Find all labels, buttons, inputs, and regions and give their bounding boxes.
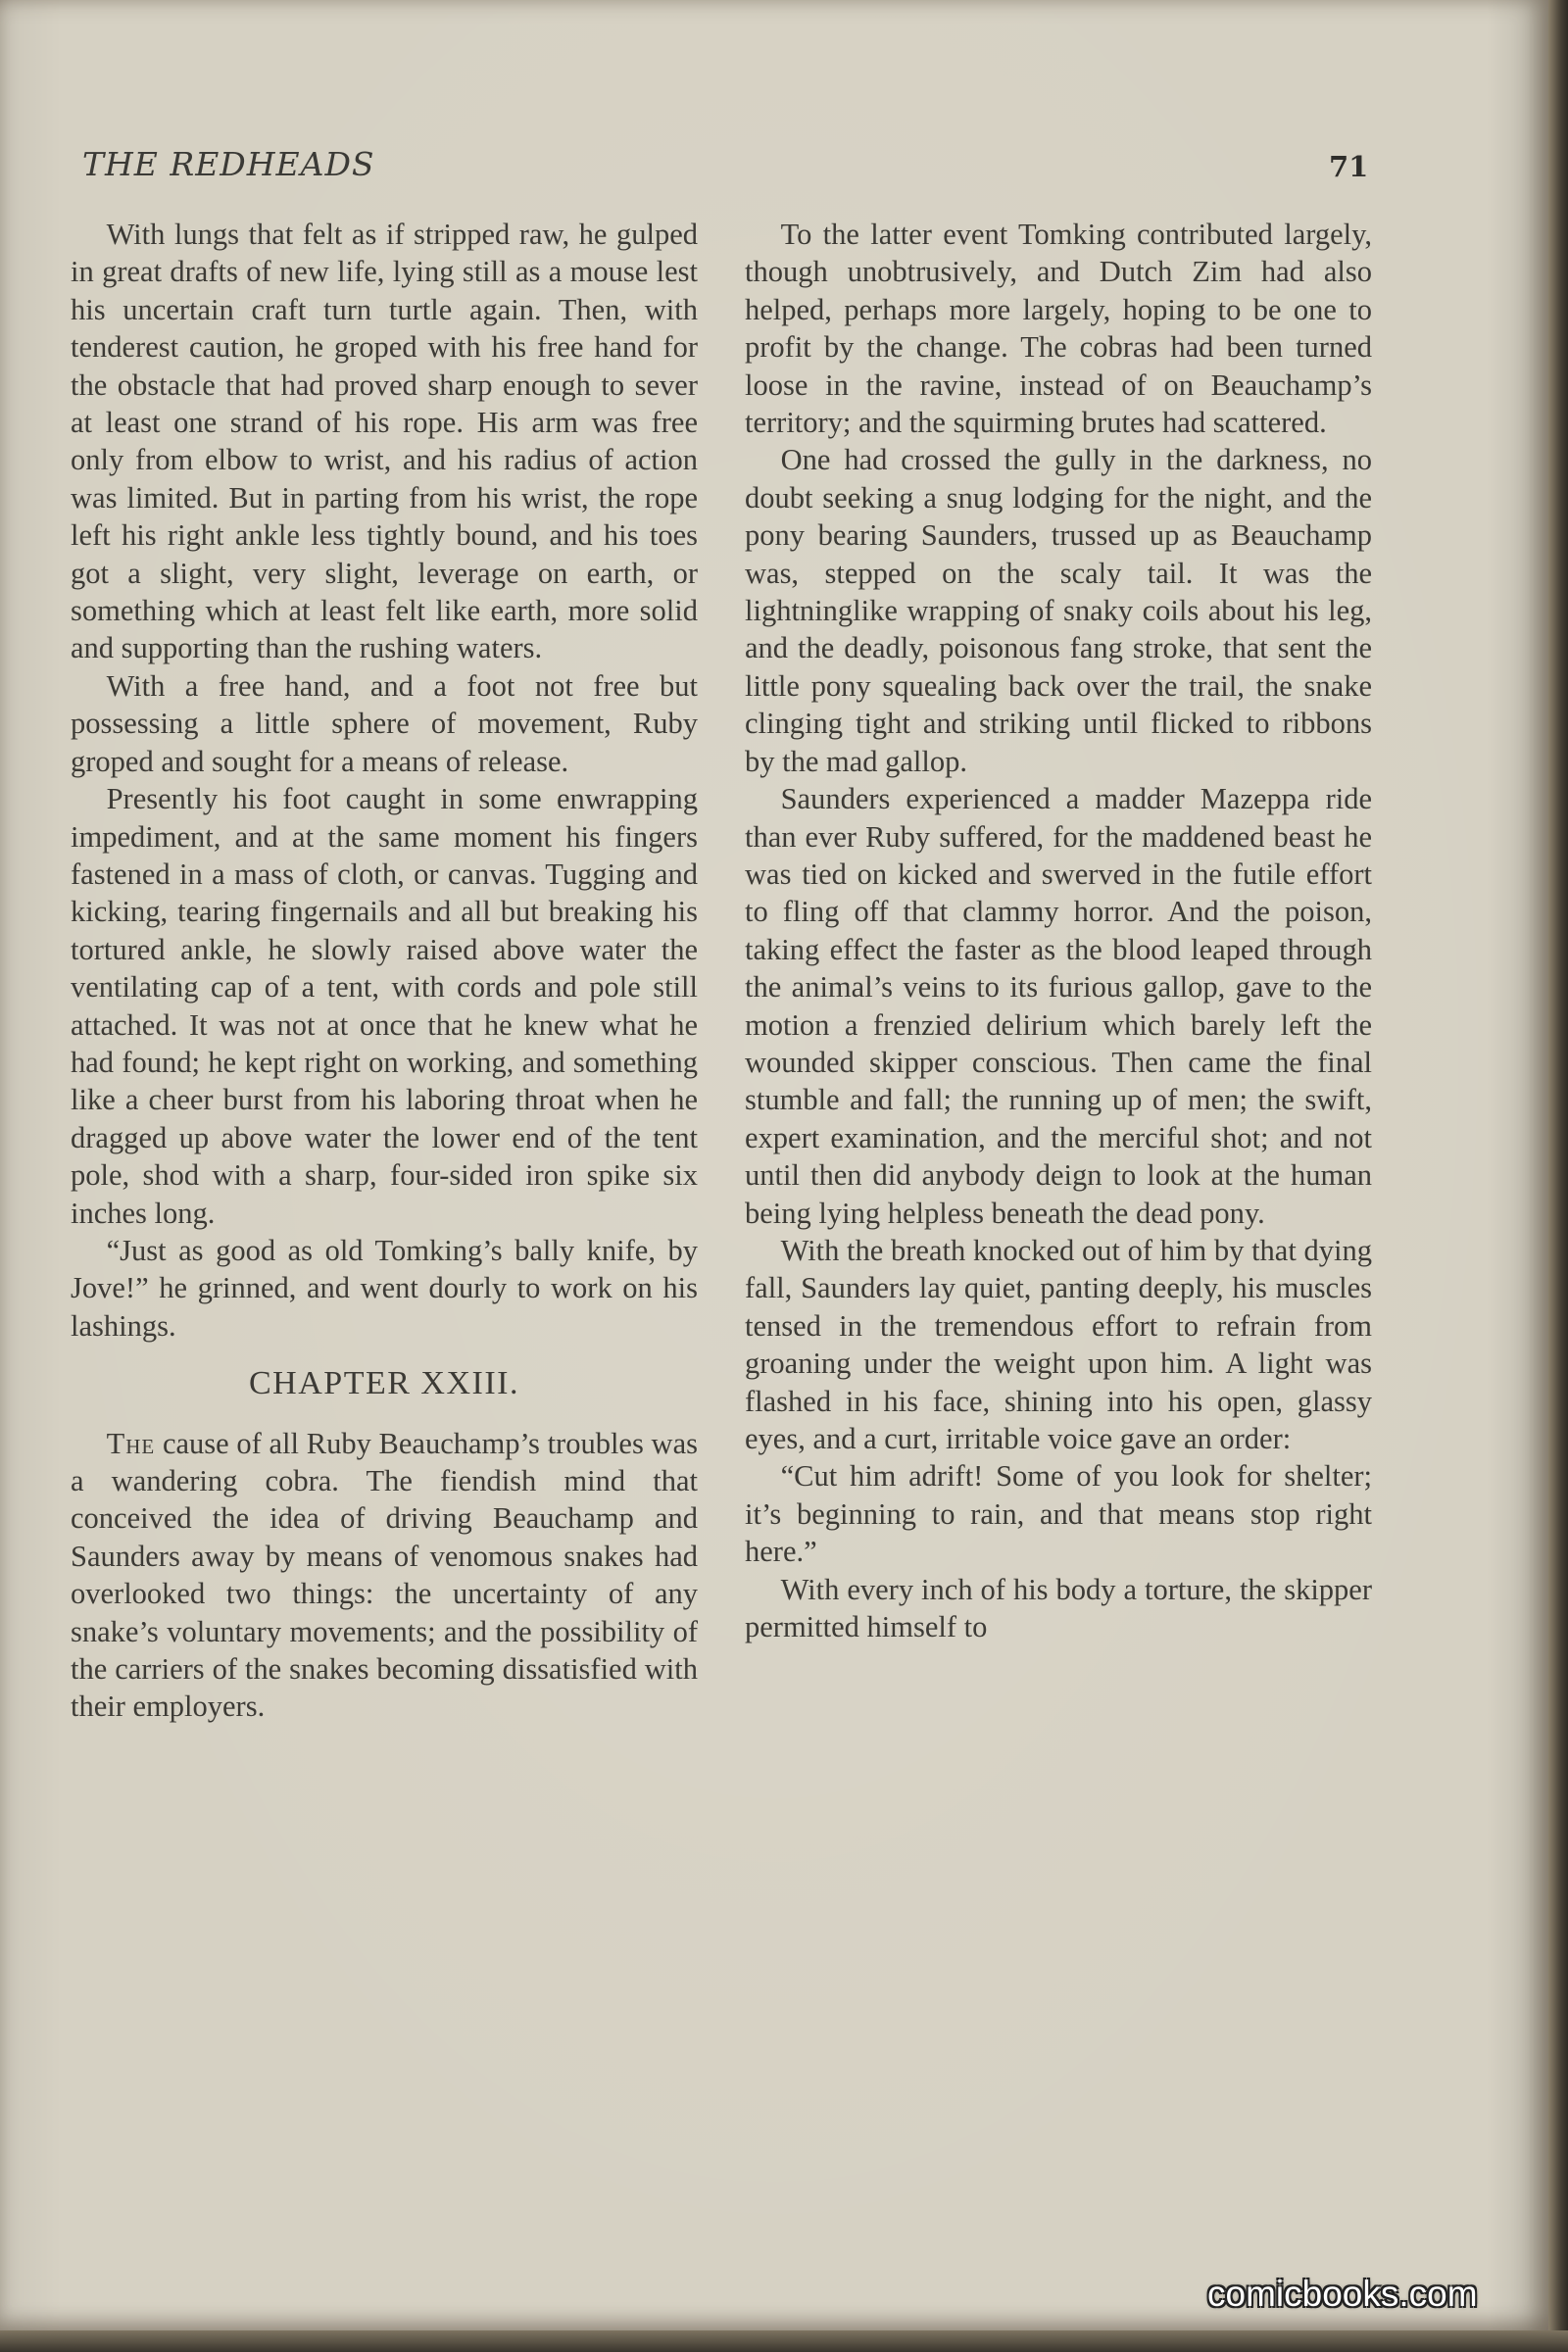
paragraph: “Cut him adrift! Some of you look for shelter; it’s beginning to rain, and that means stop right here.”: [745, 1459, 1372, 1569]
chapter-opening-paragraph: [71, 1425, 698, 1726]
running-head: THE REDHEADS: [82, 145, 375, 183]
right-column: [745, 216, 1372, 1645]
paragraph: Saunders experienced a madder Mazeppa ride than ever Ruby suffered, for the maddened beast he was tied on kicked and swerved in the futile effort to fling off that clammy horror. And the poison, taking effect the faster as the blood leaped through the animal’s veins to its furious gallop, gave to the motion a frenzied delirium which barely left the wounded skipper conscious. Then came the final stumble and fall; the running up of men; the swift, expert examination, and the merciful shot; and not until then did anybody deign to look at the human being lying helpless beneath the dead pony.: [745, 782, 1372, 1230]
site-watermark: comicbooks.com: [1207, 2274, 1478, 2314]
paragraph: Presently his foot caught in some enwrapping impediment, and at the same moment his fingers fastened in a mass of cloth, or canvas. Tugging and kicking, tearing fingernails and all but breaking his tortured ankle, he slowly raised above water the ventilating cap of a tent, with cords and pole still attached. It was not at once that he knew what he had found; he kept right on working, and something like a cheer burst from his laboring throat when he dragged up above water the lower end of the tent pole, shod with a sharp, four-sided iron spike six inches long.: [71, 782, 698, 1230]
chapter-opening-text: cause of all Ruby Beauchamp’s troubles was a wandering cobra. The fiendish mind that conceived the idea of driving Beauchamp and Saunders away by means of venomous snakes had overlooked two things: the uncertainty of any snake’s voluntary movements; and the possibility of the carriers of the snakes becoming dissatisfied with their employers.: [71, 1426, 698, 1724]
page-number: 71: [1329, 150, 1369, 183]
page-edge-shadow: [1548, 0, 1568, 2352]
chapter-heading: CHAPTER XXIII.: [249, 1365, 519, 1402]
paragraph: One had crossed the gully in the darkness, no doubt seeking a snug lodging for the night, and the pony bearing Saunders, trussed up as Beauchamp was, stepped on the scaly tail. It was the lightninglike wrapping of snaky coils about his leg, and the deadly, poisonous fang stroke, that sent the little pony squealing back over the trail, the snake clinging tight and striking until flicked to ribbons by the mad gallop.: [745, 443, 1372, 778]
paragraph: To the latter event Tomking contributed largely, though unobtrusively, and Dutch Zim had also helped, perhaps more largely, hoping to be one to profit by the change. The cobras had been turned loose in the ravine, instead of on Beauchamp’s territory; and the squirming brutes had scattered.: [745, 218, 1372, 440]
left-column: [71, 216, 698, 1726]
chapter-first-word: The: [106, 1426, 156, 1460]
paragraph: With lungs that felt as if stripped raw, he gulped in great drafts of new life, lying still as a mouse lest his uncertain craft turn turtle again. Then, with tenderest caution, he groped with his free hand for the obstacle that had proved sharp enough to sever at least one strand of his rope. His arm was free only from elbow to wrist, and his radius of action was limited. But in parting from his wrist, the rope left his right ankle less tightly bound, and his toes got a slight, very slight, leverage on earth, or something which at least felt like earth, more solid and supporting than the rushing waters.: [71, 218, 698, 665]
page-bottom-edge: [0, 2330, 1568, 2352]
paragraph: With the breath knocked out of him by that dying fall, Saunders lay quiet, panting deeply, his muscles tensed in the tremendous effort to refrain from groaning under the weight upon him. A light was flashed in his face, shining into his open, glassy eyes, and a curt, irritable voice gave an order:: [745, 1233, 1372, 1455]
paragraph: “Just as good as old Tomking’s bally knife, by Jove!” he grinned, and went dourly to work on his lashings.: [71, 1233, 698, 1343]
paragraph: With every inch of his body a torture, the skipper permitted himself to: [745, 1572, 1372, 1644]
paragraph: With a free hand, and a foot not free but possessing a little sphere of movement, Ruby groped and sought for a means of release.: [71, 668, 698, 778]
